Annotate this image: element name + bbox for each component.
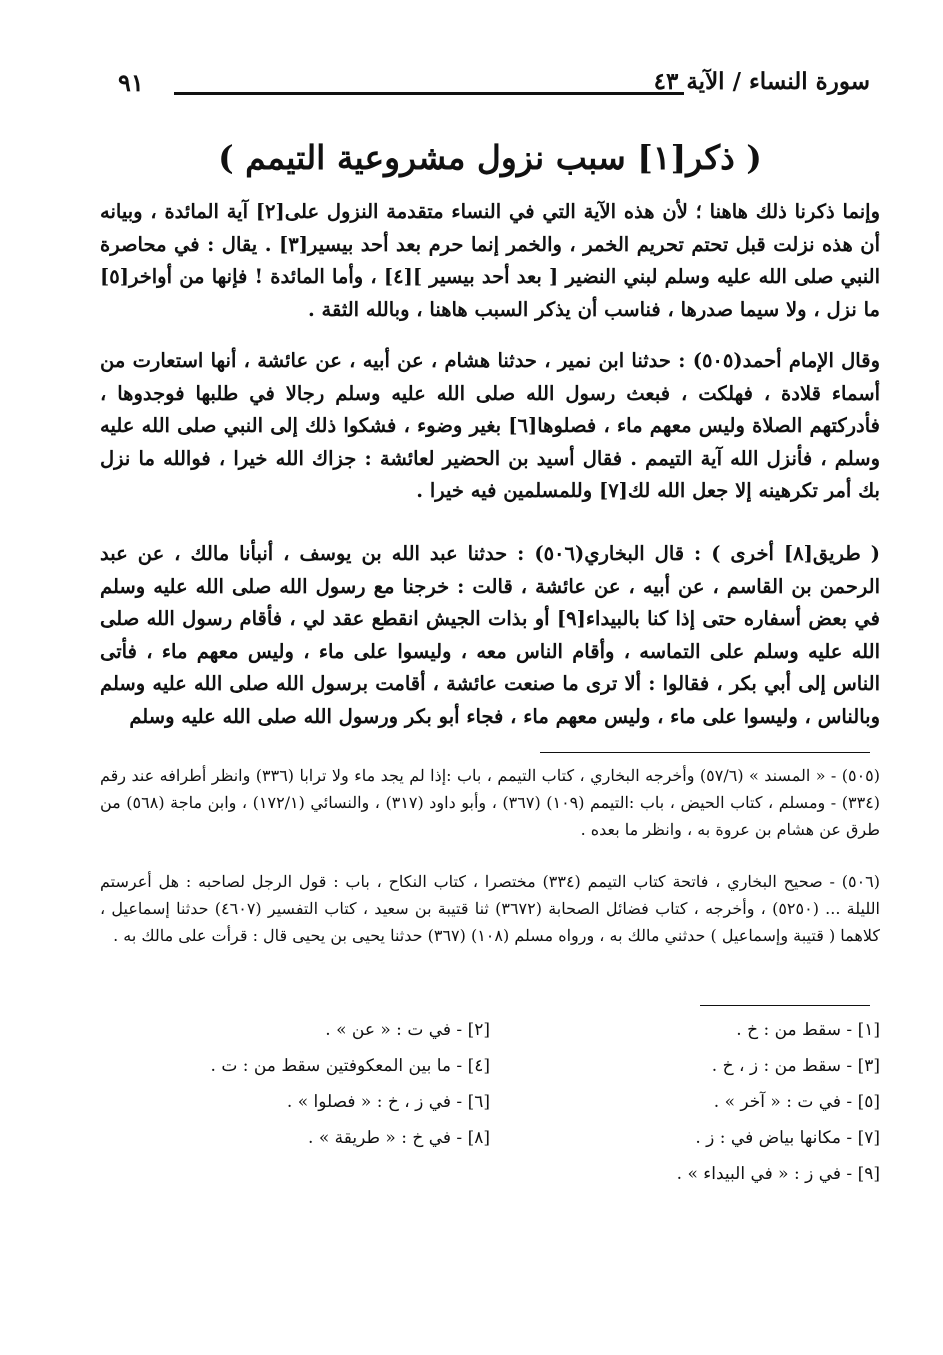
page-header — [118, 68, 870, 108]
variant-note: [٨] - في خ : « طريقة » . — [308, 1128, 490, 1148]
footnote-506: (٥٠٦) - صحيح البخاري ، فاتحة كتاب التيمم (٣٣٤) مختصرا ، كتاب النكاح ، باب : قول الرجل لصاحبه : هل أعرستم الليلة ... (٥٢٥٠) ، وأخرجه ، كتاب فضائل الصحابة (٣٦٧٢) ثنا قتيبة بن سعيد ، كتاب التفسير (٤٦٠٧) حدثنا إسماعيل ، كلاهما ( قتيبة وإسماعيل ) حدثني مالك به ، ورواه مسلم (١٠٨) (٣٦٧) حدثنا يحيى بن يحيى قال : قرأت على مالك به . — [100, 872, 880, 945]
variant-note: [٢] - في ت : « عن » . — [325, 1020, 490, 1040]
running-head: سورة النساء / الآية ٤٣ — [653, 68, 870, 95]
variant-notes — [100, 1020, 880, 1200]
variant-note: [٦] - في ز ، خ : « فصلوا » . — [286, 1092, 490, 1112]
section-title: ( ذكر[١] سبب نزول مشروعية التيمم ) — [218, 138, 762, 177]
header-rule — [174, 92, 684, 95]
footnote-505: (٥٠٥) - « المسند » (٥٧/٦) وأخرجه البخاري ، كتاب التيمم ، باب :إذا لم يجد ماء ولا ترابا (٣٣٦) وانظر أطرافه عند رقم (٣٣٤) - ومسلم ، كتاب الحيض ، باب :التيمم (١٠٩) (٣٦٧) ، وأبو داود (٣١٧) ، والنسائي (١٧٢/١) ، وابن ماجة (٥٦٨) من طرق عن هشام بن عروة به ، وانظر ما بعده . — [100, 766, 881, 839]
variant-note: [١] - سقط من : خ . — [736, 1020, 880, 1040]
variant-note: [٧] - مكانها بياض في : ز . — [695, 1128, 880, 1148]
variant-note: [٥] - في ت : « آخر » . — [713, 1092, 880, 1112]
variant-note: [٩] - في ز : « في البيداء » . — [676, 1164, 880, 1184]
paragraph-ahmad-hadith: وقال الإمام أحمد(٥٠٥) : حدثنا ابن نمير ، حدثنا هشام ، عن أبيه ، عن عائشة ، أنها استعارت من أسماء قلادة ، فهلكت ، فبعث رسول الله صلى الله عليه وسلم رجالا في طلبها فوجدوها ، فأدركتهم الصلاة وليس معهم ماء ، فصلوها[٦] بغير وضوء ، فشكوا ذلك إلى النبي صلى الله عليه وسلم ، فأنزل الله آية التيمم . فقال أسيد بن الحضير لعائشة : جزاك الله خيرا ، فوالله ما نزل بك أمر تكرهينه إلا جعل الله لك[٧] وللمسلمين فيه خيرا . — [100, 349, 880, 502]
variant-notes-rule — [700, 1005, 870, 1006]
paragraph-bukhari-hadith: ( طريق[٨] أخرى ) : قال البخاري(٥٠٦) : حدثنا عبد الله بن يوسف ، أنبأنا مالك ، عن عبد الرحمن بن القاسم ، عن أبيه ، عن عائشة ، قالت : خرجنا مع رسول الله صلى الله عليه وسلم في بعض أسفاره حتى إذا كنا بالبيداء[٩] أو بذات الجيش انقطع عقد لي ، فأقام رسول الله صلى الله عليه وسلم على التماسه ، وأقام الناس معه ، وليسوا على ماء ، وليس معهم ماء ، فأتى الناس إلى أبي بكر ، فقالوا : ألا ترى ما صنعت عائشة ، أقامت برسول الله صلى الله عليه وسلم وبالناس ، وليسوا على ماء ، وليس معهم ماء ، فجاء أبو بكر ورسول الله صلى الله عليه وسلم — [100, 542, 881, 728]
page-number: ٩١ — [118, 68, 144, 97]
variant-note: [٤] - ما بين المعكوفتين سقط من : ت . — [210, 1056, 490, 1076]
footnote-rule — [540, 752, 870, 753]
variant-note: [٣] - سقط من : ز ، خ . — [711, 1056, 880, 1076]
paragraph-intro: وإنما ذكرنا ذلك هاهنا ؛ لأن هذه الآية التي في النساء متقدمة النزول على[٢] آية المائدة ، وبيانه أن هذه نزلت قبل تحتم تحريم الخمر ، والخمر إنما حرم بعد أحد بيسير[٣] . يقال : في محاصرة النبي صلى الله عليه وسلم لبني النضير [ بعد أحد بيسير ][٤] ، وأما المائدة ! فإنها من أواخر[٥] ما نزل ، ولا سيما صدرها ، فناسب أن يذكر السبب هاهنا ، وبالله الثقة . — [100, 200, 880, 321]
